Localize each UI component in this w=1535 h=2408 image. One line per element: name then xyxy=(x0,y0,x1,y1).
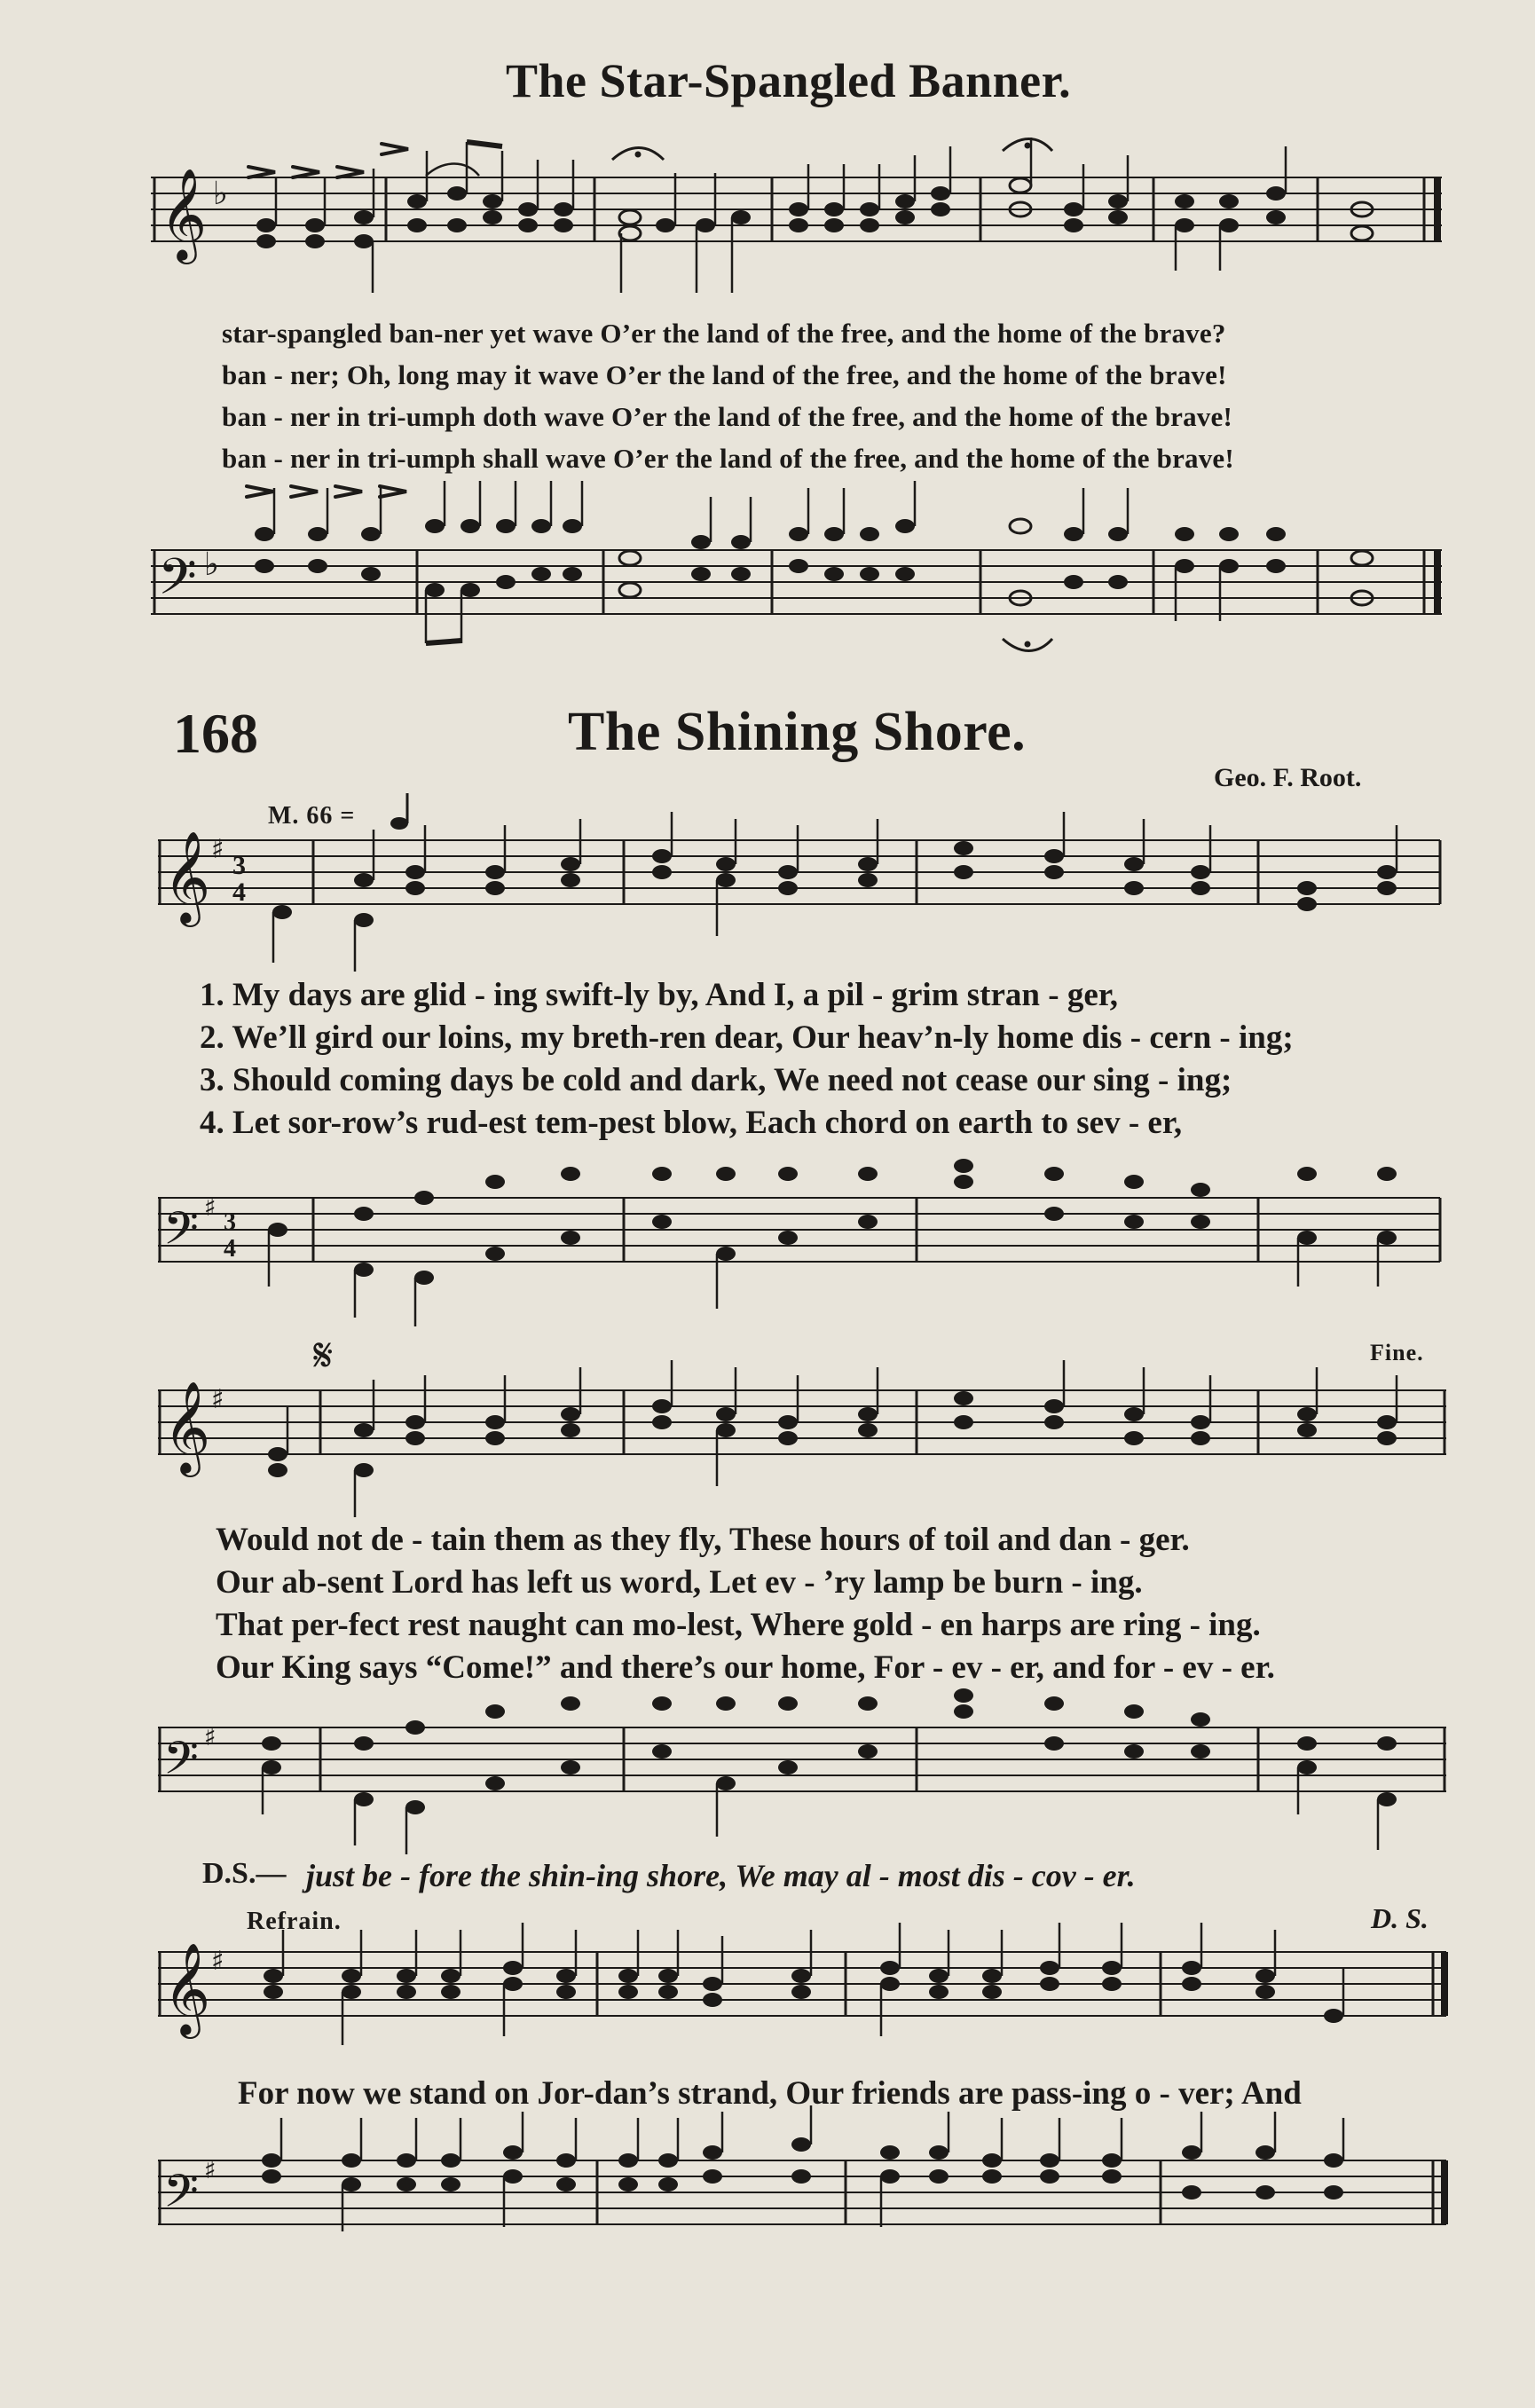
verse-3-line-b: That per-fect rest naught can mo-lest, Where gold - en harps are ring - ing. xyxy=(216,1607,1261,1643)
svg-text:4: 4 xyxy=(224,1235,236,1263)
anthem-title: The Star-Spangled Banner. xyxy=(506,54,1072,107)
anthem-lyric-line-4: ban - ner in tri-umph shall wave O’er the land of the free, and the home of the brave! xyxy=(222,443,1234,474)
anthem-lyric-line-3: ban - ner in tri-umph doth wave O’er the land of the free, and the home of the brave! xyxy=(222,401,1232,432)
bass-clef-icon: 𝄢 xyxy=(163,2164,199,2229)
anthem-lyric-line-2: ban - ner; Oh, long may it wave O’er the land of the free, and the home of the brave! xyxy=(222,359,1227,390)
treble-clef-icon: 𝄞 xyxy=(163,830,211,924)
hymn-system-1-treble xyxy=(158,830,1453,989)
verse-2-line-a: 2. We’ll gird our loins, my breth-ren dear, Our heav’n-ly home dis - cern - ing; xyxy=(200,1019,1294,1056)
verse-4-line-b: Our King says “Come!” and there’s our home, For - ev - er, and for - ev - er. xyxy=(216,1649,1275,1686)
refrain-bass-staff xyxy=(158,2125,1462,2258)
verse-1-line-a: 1. My days are glid - ing swift-ly by, And I, a pil - grim stran - ger, xyxy=(200,977,1119,1013)
svg-text:♭: ♭ xyxy=(204,547,219,583)
svg-text:3: 3 xyxy=(232,851,246,880)
svg-text:♯: ♯ xyxy=(211,1946,224,1977)
fine-marking: Fine. xyxy=(1370,1340,1424,1365)
hymn-system-2-treble xyxy=(158,1329,1462,1522)
refrain-lyric-line: For now we stand on Jor-dan’s strand, Our friends are pass-ing o - ver; And xyxy=(238,2075,1302,2112)
svg-text:♯: ♯ xyxy=(204,1722,216,1751)
ds-mark: D. S. xyxy=(1371,1902,1429,1934)
anthem-treble-staff xyxy=(151,80,1446,311)
hymn-system-2-bass xyxy=(158,1681,1462,1859)
bass-clef-icon: 𝄢 xyxy=(163,1731,199,1796)
svg-text:4: 4 xyxy=(232,877,246,907)
svg-text:3: 3 xyxy=(224,1208,236,1236)
hymn-number: 168 xyxy=(173,702,258,765)
treble-clef-icon: 𝄞 xyxy=(163,1942,211,2035)
verse-2-line-b: Our ab-sent Lord has left us word, Let ev - ’ry lamp be burn - ing. xyxy=(216,1564,1143,1601)
svg-text:♯: ♯ xyxy=(211,834,224,865)
anthem-lyric-line-1: star-spangled ban-ner yet wave O’er the land of the free, and the home of the brave? xyxy=(222,318,1226,349)
treble-clef-icon: 𝄞 xyxy=(160,168,208,261)
tempo-note-icon xyxy=(390,791,417,832)
segno-icon: 𝄋 xyxy=(313,1329,334,1382)
bass-clef-icon: 𝄢 xyxy=(163,1201,199,1266)
bass-clef-icon: 𝄢 xyxy=(158,548,197,618)
tempo-marking: M. 66 = xyxy=(268,802,356,830)
hymn-title: The Shining Shore. xyxy=(568,702,1027,762)
svg-text:♯: ♯ xyxy=(211,1384,224,1415)
svg-text:♯: ♯ xyxy=(204,1192,216,1222)
refrain-label: Refrain. xyxy=(247,1908,342,1935)
verse-1-line-b: Would not de - tain them as they fly, These hours of toil and dan - ger. xyxy=(216,1522,1190,1558)
hymn-system-1-bass xyxy=(158,1153,1453,1331)
ds-lyric-line: just be - fore the shin-ing shore, We may al - most dis - cov - er. xyxy=(306,1858,1136,1893)
anthem-bass-staff xyxy=(151,470,1446,674)
verse-4-line-a: 4. Let sor-row’s rud-est tem-pest blow, Each chord on earth to sev - er, xyxy=(200,1105,1183,1141)
composer: Geo. F. Root. xyxy=(1214,763,1362,792)
svg-text:♯: ♯ xyxy=(204,2155,216,2184)
treble-clef-icon: 𝄞 xyxy=(163,1381,211,1474)
refrain-treble-staff xyxy=(158,1925,1462,2076)
svg-text:♭: ♭ xyxy=(213,176,228,212)
verse-3-line-a: 3. Should coming days be cold and dark, We need not cease our sing - ing; xyxy=(200,1062,1232,1098)
ds-prefix: D.S.— xyxy=(202,1857,287,1890)
